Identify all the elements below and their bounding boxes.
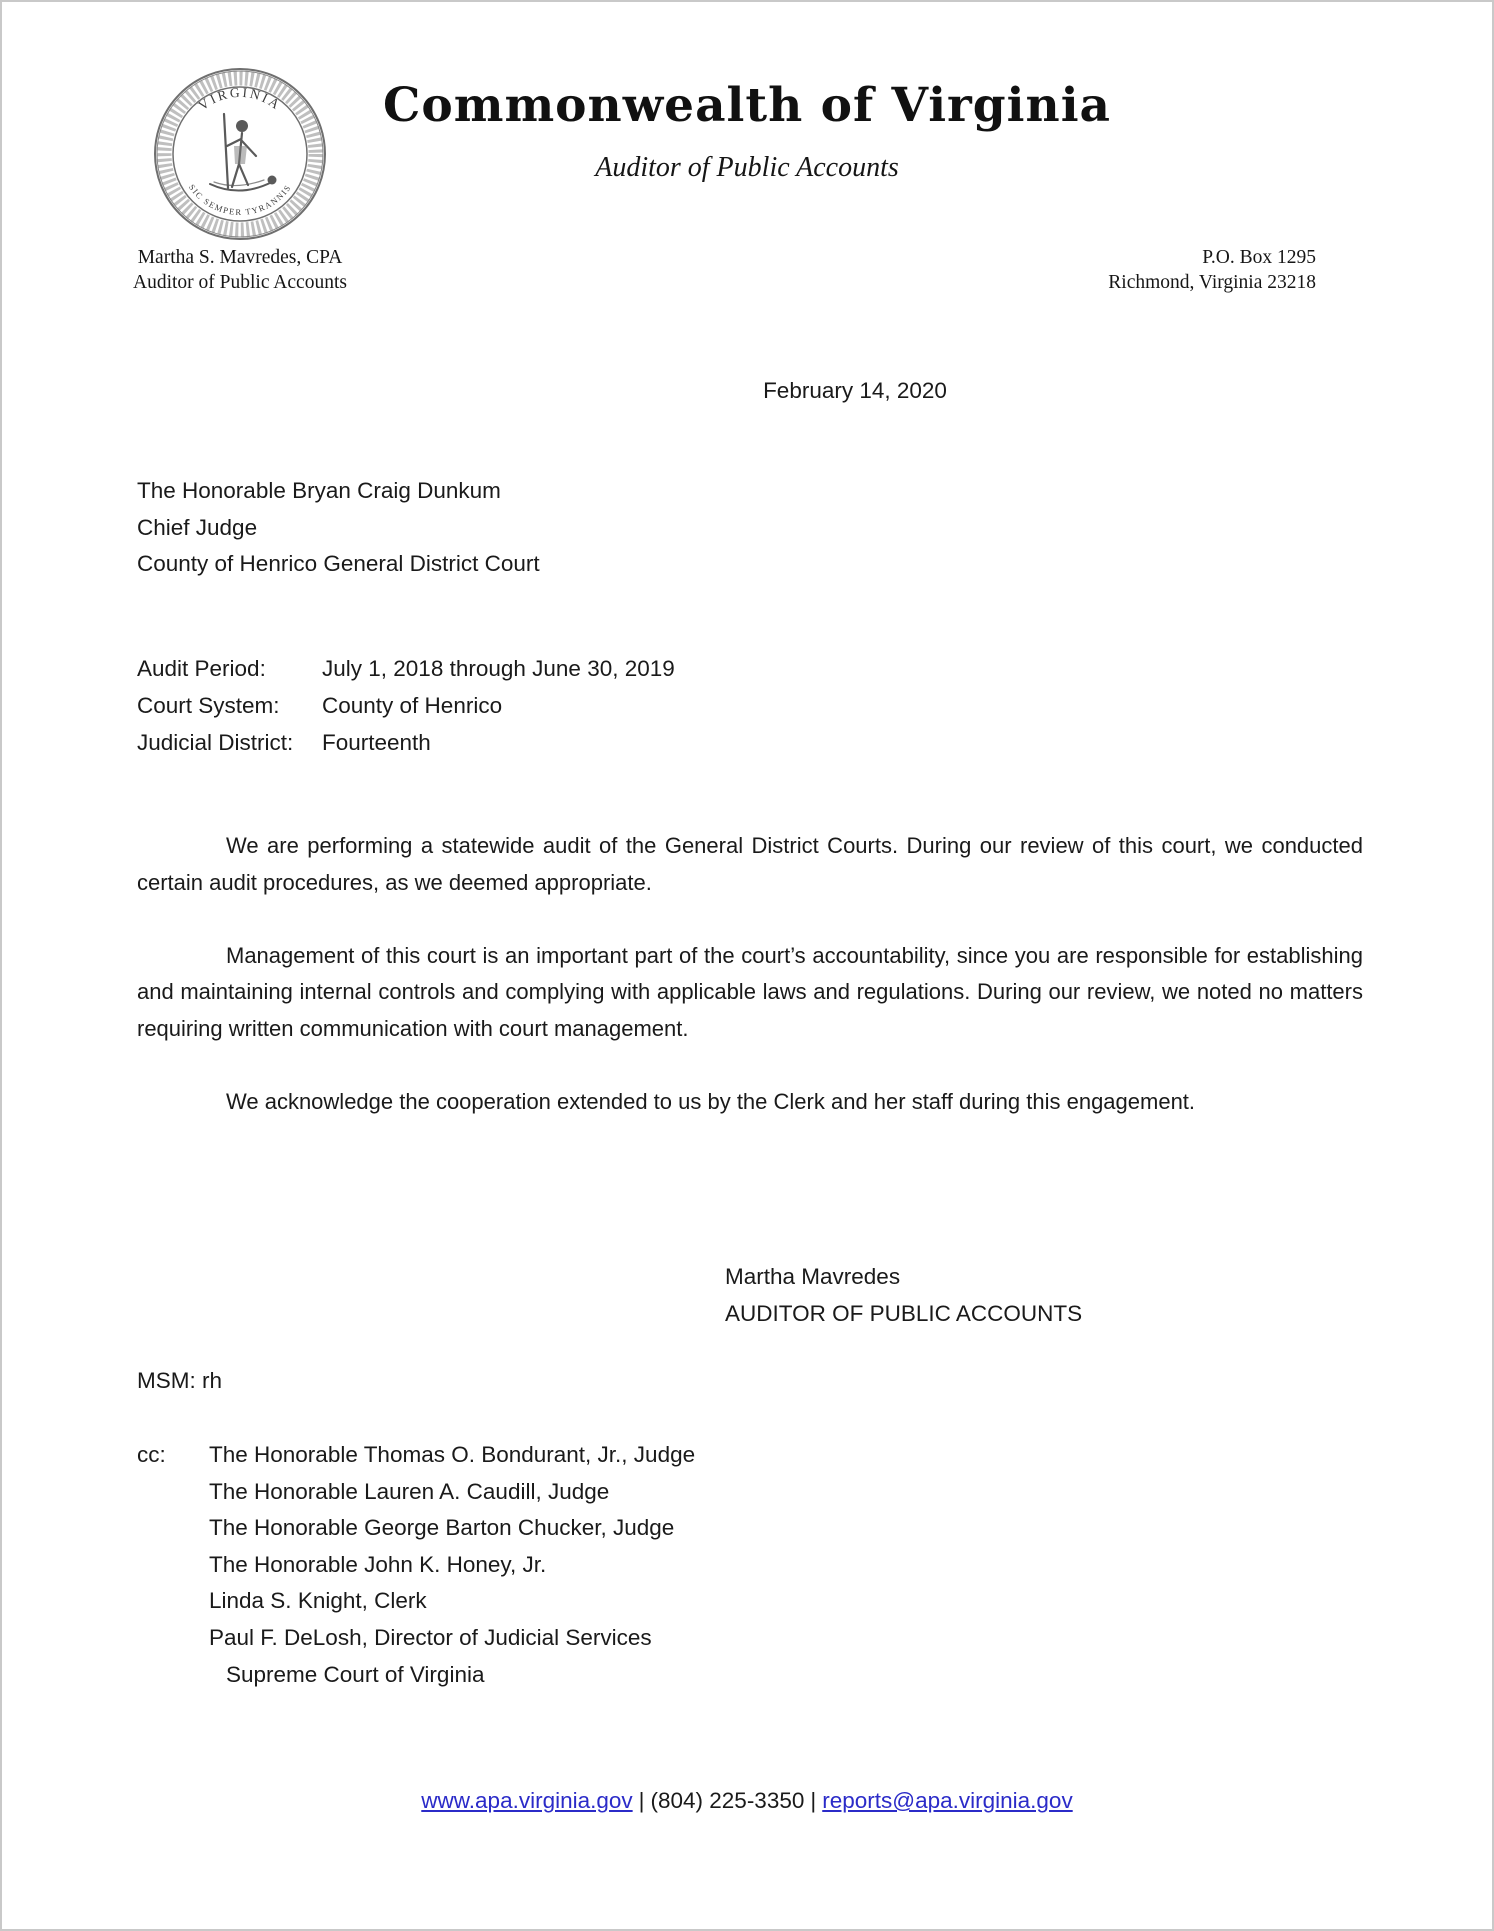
- cc-name: The Honorable John K. Honey, Jr.: [209, 1551, 547, 1577]
- cc-name: The Honorable Thomas O. Bondurant, Jr., Judge: [209, 1442, 696, 1467]
- cc-block: [137, 1437, 695, 1693]
- city-state-zip: Richmond, Virginia 23218: [1108, 272, 1316, 293]
- cc-names: [209, 1437, 695, 1693]
- letterhead-official-block: [132, 245, 348, 295]
- recipient-court: County of Henrico General District Court: [137, 551, 540, 576]
- signature-title: AUDITOR OF PUBLIC ACCOUNTS: [725, 1300, 1083, 1326]
- cc-name: Paul F. DeLosh, Director of Judicial Services: [209, 1624, 652, 1650]
- cc-label: cc:: [137, 1442, 166, 1467]
- court-system-label: Court System:: [137, 693, 280, 718]
- typist-initials: MSM: rh: [137, 1368, 223, 1393]
- email-link[interactable]: reports@apa.virginia.gov: [822, 1788, 1073, 1813]
- audit-info-table: [137, 650, 675, 761]
- cc-name: The Honorable George Barton Chucker, Judge: [209, 1515, 675, 1541]
- footer-separator: |: [638, 1788, 645, 1813]
- recipient-title: Chief Judge: [137, 514, 258, 540]
- po-box: P.O. Box 1295: [1202, 247, 1316, 268]
- recipient-name: The Honorable Bryan Craig Dunkum: [137, 478, 501, 503]
- audit-period-value: July 1, 2018 through June 30, 2019: [322, 656, 675, 681]
- footer-separator: |: [810, 1788, 817, 1813]
- seal-bottom-text: SIC SEMPER TYRANNIS: [186, 182, 294, 218]
- recipient-block: [137, 473, 540, 583]
- letterhead-title: Commonwealth of Virginia: [382, 78, 1112, 133]
- cc-name: Supreme Court of Virginia: [226, 1661, 485, 1687]
- body-paragraph: Management of this court is an important part of the court’s accountability, since you are responsible for establishing and maintaining internal controls and complying with applicable laws and regulations. During our review, we noted no matters requiring written communication with court management.: [137, 942, 1363, 1041]
- signature-block: [725, 1259, 1082, 1332]
- seal-top-text: VIRGINIA: [195, 84, 285, 114]
- letter-body: [137, 828, 1363, 1157]
- body-paragraph: We are performing a statewide audit of the General District Courts. During our review of this court, we conducted certain audit procedures, as we deemed appropriate.: [137, 833, 1363, 895]
- judicial-district-value: Fourteenth: [322, 730, 431, 755]
- official-title: Auditor of Public Accounts: [133, 272, 347, 293]
- letterhead-address-block: [1108, 245, 1316, 295]
- letter-footer: [2, 1788, 1492, 1814]
- phone-number: (804) 225-3350: [650, 1788, 805, 1813]
- signature-name: Martha Mavredes: [725, 1264, 901, 1289]
- website-link[interactable]: www.apa.virginia.gov: [421, 1788, 633, 1813]
- official-name: Martha S. Mavredes, CPA: [137, 247, 343, 268]
- letterhead-subtitle: Auditor of Public Accounts: [595, 152, 899, 183]
- body-paragraph: We acknowledge the cooperation extended to us by the Clerk and her staff during this engagement.: [226, 1089, 1196, 1115]
- cc-name: Linda S. Knight, Clerk: [209, 1588, 427, 1614]
- judicial-district-label: Judicial District:: [137, 730, 294, 755]
- audit-period-label: Audit Period:: [137, 656, 266, 681]
- cc-name: The Honorable Lauren A. Caudill, Judge: [209, 1478, 610, 1504]
- court-system-value: County of Henrico: [322, 693, 503, 718]
- letter-date: February 14, 2020: [763, 378, 947, 403]
